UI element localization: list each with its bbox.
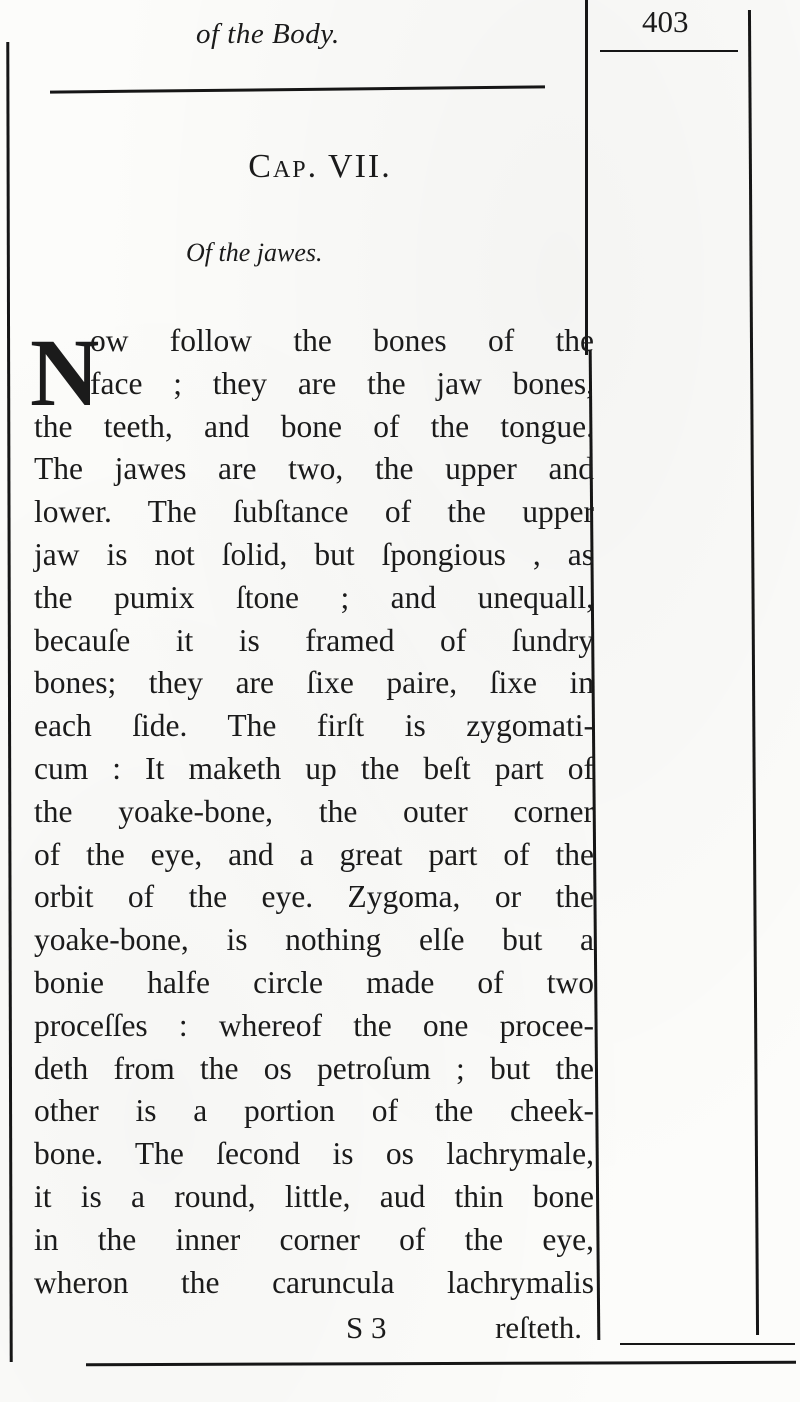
text-line: other is a portion of the cheek- (34, 1093, 594, 1129)
text-line: the pumix ſtone ; and unequall, (34, 579, 594, 615)
text-line: wheron the caruncula lachrymalis (34, 1264, 594, 1300)
drop-cap-initial: N (30, 319, 100, 426)
running-head: of the Body. (196, 18, 340, 50)
folio-underline-rule (600, 50, 738, 52)
text-line: becauſe it is framed of ſundry (34, 622, 594, 658)
body-text (34, 320, 594, 1304)
signature-mark: S 3 (346, 1310, 387, 1345)
text-line: jaw is not ſolid, but ſpongious , as (34, 536, 594, 572)
text-line: ow follow the bones of the (90, 323, 594, 358)
text-line: lower. The ſubſtance of the upper (34, 494, 594, 530)
text-line: bone. The ſecond is os lachrymale, (34, 1136, 594, 1172)
chapter-subtitle: Of the jawes. (186, 238, 323, 267)
text-line: the teeth, and bone of the tongue. (34, 408, 594, 444)
text-line: proceſſes : whereof the one procee- (34, 1007, 594, 1043)
text-line: cum : It maketh up the beſt part of (34, 750, 594, 786)
text-line: face ; they are the jaw bones, (90, 365, 594, 401)
catchword: reſteth. (495, 1310, 582, 1345)
chapter-heading (0, 148, 640, 186)
text-line: orbit of the eye. Zygoma, or the (34, 879, 594, 915)
text-line: deth from the os petroſum ; but the (34, 1050, 594, 1086)
text-line: The jawes are two, the upper and (34, 451, 594, 487)
text-line: in the inner corner of the eye, (34, 1221, 594, 1257)
text-line: it is a round, little, aud thin bone (34, 1178, 594, 1214)
text-line: the yoake-bone, the outer corner (34, 793, 594, 829)
text-line: bones; they are ſixe paire, ſixe in (34, 665, 594, 701)
text-line: each ſide. The firſt is zygomati- (34, 708, 594, 744)
page-number: 403 (642, 4, 689, 39)
chapter-heading-text: Cap. VII. (248, 148, 392, 185)
bottom-rule-right (620, 1343, 795, 1345)
text-line: bonie halfe circle made of two (34, 964, 594, 1000)
text-line: yoake-bone, is nothing elſe but a (34, 922, 594, 958)
text-line: of the eye, and a great part of the (34, 836, 594, 872)
